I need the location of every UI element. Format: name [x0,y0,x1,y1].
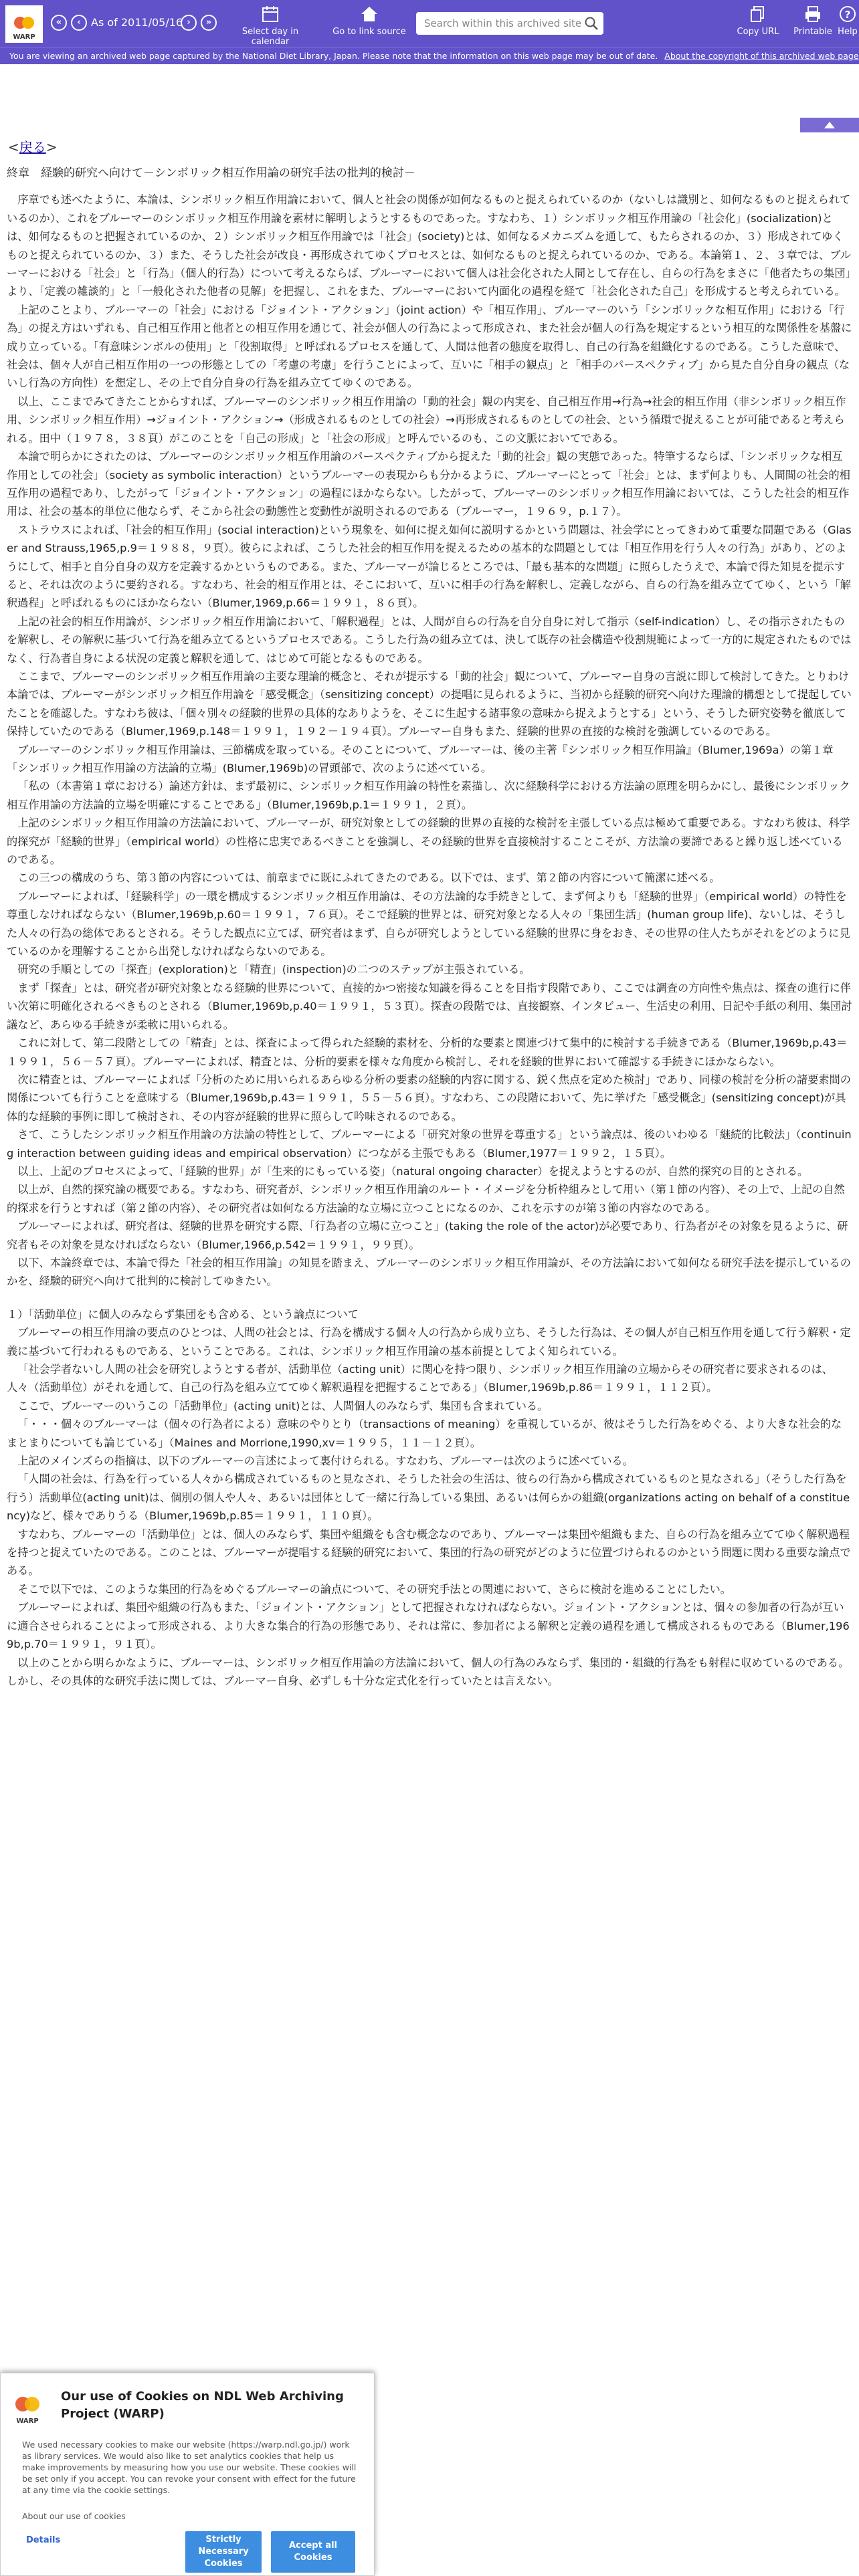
prev-capture-button[interactable]: ‹ [71,15,87,31]
link-source-button[interactable] [328,4,411,37]
home-icon [359,4,379,24]
article-paragraph: 上記の社会的相互作用論が、シンボリック相互作用論において、「解釈過程」とは、人間が自らの行為を自分自身に対して指示（self-indication）し、その指示されたものを解釈し、その解釈に基づいて行為を組み立てるというプロセスである。こうした行為の組み立ては、決して既存の社会構造や役割規範によって一方的に規定されたものではなく、行為者自身による状況の定義と解釈を通して、はじめて可能となるものである。 [7,615,852,665]
printer-icon [803,4,823,24]
article-paragraph: さて、こうしたシンボリック相互作用論の方法論の特性として、ブルーマーによる「研究対象の世界を尊重する」という論点は、後のいわゆる「継続的比較法」（continuing interaction between guiding ideas and empirical observation）につながる主張でもある（Blumer,1977＝１９９２，１５頁）。 [7,1128,852,1160]
article-body [7,165,852,2572]
first-capture-button[interactable]: « [51,15,67,31]
article-paragraph: 上記のメインズらの指摘は、以下のブルーマーの言述によって裏付けられる。すなわち、ブルーマーは次のように述べている。 [17,1455,634,1468]
article-paragraph: 「社会学者ないし人間の社会を研究しようとする者が、活動単位（acting unit）に関心を持つ限り、シンボリック相互作用論の立場からその研究者に要求されるのは、人々（活動単位）がそれを通して、自己の行為を組み立ててゆく解釈過程を把握することである」（Blumer,1969b,p.86＝１９９１，１１２頁）。 [7,1363,833,1394]
accept-all-cookies-button[interactable]: Accept all Cookies [271,2531,355,2573]
article-paragraph: 「・・・個々のブルーマーは（個々の行為者による）意味のやりとり（transactions of meaning）を重視しているが、彼はそうした行為をめぐる、より大きな社会的なまとまりについても論じている」（Maines and Morrione,1990,xv＝１９９５，１１－１２頁）。 [7,1418,842,1449]
article-paragraph: この三つの構成のうち、第３節の内容については、前章までに既にふれてきたのである。以下では、まず、第２節の内容について簡潔に述べる。 [17,871,721,885]
article-paragraph: 「人間の社会は、行為を行っている人々から構成されているものと見なされ、そうした社会の生活は、彼らの行為から構成されているものと見なされる」（そうした行為を行う）活動単位(acting unit)は、個別の個人や人々、あるいは団体として一緒に行為している集団、あるいは何らかの組織(organizations acting on behalf of a constituency)など、様々でありうる（Blumer,1969b,p.85＝１９９１，１１０頁）。 [7,1473,850,1523]
notice-text: You are viewing an archived web page captured by the National Diet Library, Japan. Please note that the information on this web page may be out of date. [9,51,658,61]
article-paragraph: 以上のことから明らかなように、ブルーマーは、シンボリック相互作用論の方法論において、個人の行為のみならず、集団的・組織的行為をも射程に収めているのである。しかし、その具体的な研究手法に関しては、ブルーマー自身、必ずしも十分な定式化を行っていたとは言えない。 [7,1656,850,1687]
search-icon[interactable] [583,15,599,31]
article-paragraphs [7,191,852,1690]
copy-icon [748,4,768,24]
last-capture-button[interactable]: » [201,15,217,31]
svg-text:WARP: WARP [16,2418,39,2425]
article-paragraph: 次に精査とは、ブルーマーによれば「分析のために用いられるあらゆる分析の要素の経験的内容に関する、鋭く焦点を定めた検討」であり、同様の検討を分析の諸要素間の関係についても行うことを意味する（Blumer,1969b,p.43＝１９９１，５５－５６頁）。すなわち、この段階において、先に挙げた「感受概念」(sensitizing concept)が具体的な経験的事例に即して検討され、その内容が経験的世界に照らして吟味されるのである。 [7,1073,851,1123]
article-paragraph: ブルーマーのシンボリック相互作用論は、三節構成を取っている。そのことについて、ブルーマーは、後の主著『シンボリック相互作用論』（Blumer,1969a）の第１章「シンボリック相互作用論の方法論的立場」(Blumer,1969b)の冒頭部で、次のように述べている。 [7,743,834,774]
article-paragraph: ブルーマーによれば、集団や組織の行為もまた、「ジョイント・アクション」として把握されなければならない。ジョイント・アクションとは、個々の参加者の行為が互いに適合させられることによって形成される、より大きな集合的行為の形態であり、それは常に、参加者による解釈と定義の過程を通して構成されるものである（Blumer,1969b,p.70＝１９９１，９１頁）。 [7,1601,850,1651]
archive-notice [0,47,859,64]
copyright-link[interactable]: About the copyright of this archived web page [664,51,859,61]
back-link-wrapper [8,136,58,156]
article-paragraph: まず「探査」とは、研究者が研究対象となる経験的世界について、直接的かつ密接な知識を得ることを目指す段階であり、ここでは調査の方向性や焦点は、探査の進行に伴い次第に明確化されるべきものとされる（Blumer,1969b,p.40＝１９９１，５３頁）。探査の段階では、直接観察、インタビュー、生活史の利用、日記や手紙の利用、集団討議など、あらゆる手続きが柔軟に用いられる。 [7,981,852,1031]
copy-url-label: Copy URL [737,27,779,37]
notice-spacer [0,64,859,132]
warp-logo-icon[interactable] [5,5,43,43]
article-paragraph: ここで、ブルーマーのいうこの「活動単位」(acting unit)とは、人間個人のみならず、集団も含まれている。 [17,1399,549,1412]
archive-toolbar [0,0,859,47]
article-paragraph: 上記のシンボリック相互作用論の方法論において、ブルーマーが、研究対象としての経験的世界の直接的な検討を主張している点は極めて重要である。すなわち彼は、科学的探究が「経験的世界」（empirical world）の性格に忠実であるべきことを強調し、その経験的世界を直接検討することこそが、方法論の要諦であると繰り返し述べているのである。 [7,817,850,867]
cookie-about-link[interactable]: About our use of cookies [22,2511,126,2521]
help-button[interactable] [836,4,859,37]
svg-text:WARP: WARP [13,33,35,41]
capture-date[interactable]: As of 2011/05/16 [91,16,183,29]
article-title: 終章 経験的研究へ向けて－シンボリック相互作用論の研究手法の批判的検討－ [7,167,415,180]
article-paragraph: ブルーマーによれば、「経験科学」の一環を構成するシンボリック相互作用論は、その方法論的な手続きとして、まず何よりも「経験的世界」（empirical world）の特性を尊重しなければならない（Blumer,1969b,p.60＝１９９１，７６頁）。そこで経験的世界とは、研究対象となる人々の「集団生活」(human group life)、ないしは、そうした人々の行為の総体であるとされる。そうした観点に立てば、研究者はまず、自らが研究しようとしている経験的世界に身をおき、その世界の住人たちがそれをどのように見ているのかを理解することから出発しなければならないのである。 [7,889,850,958]
copy-url-button[interactable] [736,4,780,37]
back-bracket-close: > [45,139,58,155]
article-paragraph: ブルーマーによれば、研究者は、経験的世界を研究する際、「行為者の立場に立つこと」(taking the role of the actor)が必要であり、行為者がその対象を見るように、研究者もその対象を見なければならない（Blumer,1966,p.542＝１９９１，９９頁）。 [7,1220,848,1251]
back-link[interactable]: 戻る [19,139,46,155]
cookie-body: We used necessary cookies to make our website (https://warp.ndl.go.jp/) work as library services. We would also like to set analytics cookies that help us make improvements by measuring how you use our website. These cookies will be set only if you accept. You can revoke your consent with effect for the future at any time via the cookie settings. [22,2440,357,2495]
back-bracket-open: < [8,139,19,155]
calendar-button[interactable] [223,4,317,47]
article-paragraph: これに対して、第二段階としての「精査」とは、探査によって得られた経験的素材を、分析的な要素と関連づけて集中的に検討する手続きである（Blumer,1969b,p.43＝１９９１，５６－５７頁）。ブルーマーによれば、精査とは、分析的要素を様々な角度から検討し、それを経験的世界において確認する手続きにほかならない。 [7,1037,848,1068]
article-paragraph: ブルーマーの相互作用論の要点のひとつは、人間の社会とは、行為を構成する個々人の行為から成り立ち、そうした行為は、その個人が自己相互作用を通して行う解釈・定義に基づいて行われるものである、ということである。これは、シンボリック相互作用論の基本前提としてよく知られている。 [7,1326,851,1358]
article-paragraph: 序章でも述べたように、本論は、シンボリック相互作用論において、個人と社会の関係が如何なるものと捉えられているのか（ないしは識別と、如何なるものと捉えられているのか）、これをブルーマーのシンボリック相互作用論を素材に解明しようとするものであった。すなわち、１）シンボリック相互作用論の「社会化」(socialization)とは、如何なるものと把握されているのか、２）シンボリック相互作用論では「社会」(society)とは、如何なるメカニズムを通して、もたらされるのか、３）形成されてゆくものと捉えられているのか、３）また、そうした社会が改良・再形成されてゆくプロセスとは、如何なるものと捉えられているのか、である。本論第１、２、３章では、ブルーマーにおける「社会」と「行為」（個人的行為）について考えるならば、ブルーマーにおいて個人は社会化された人間として存在し、自らの行為をまさに「他者たちの集団」より、「定義の雑談的」と「一般化された他者の見解」を把握し、これをまた、ブルーマーにおいて内面化の過程を経て「社会化された自己」を形成すると考えられている。 [7,193,851,298]
next-capture-button[interactable]: › [181,15,197,31]
printable-label: Printable [793,27,832,37]
collapse-toolbar-button[interactable] [800,118,859,132]
article-paragraph: １）「活動単位」に個人のみならず集団をも含める、という論点について [7,1307,359,1321]
article-paragraph: 研究の手順としての「探査」(exploration)と「精査」(inspection)の二つのステップが主張されている。 [17,963,531,976]
article-paragraph: 本論で明らかにされたのは、ブルーマーのシンボリック相互作用論のパースペクティブから捉えた「動的社会」観の実態であった。特筆するならば、「シンボリックな相互作用としての社会」（society as symbolic interaction）というブルーマーの表現からも分かるように、ブルーマーにとって「社会」とは、まず何よりも、人間間の社会的相互作用の過程であり、したがって「ジョイント・アクション」の過程にほかならない。したがって、ブルーマーのシンボリック相互作用論においては、こうした社会的相互作用は、社会の基本的単位に他ならず、そこから社会の動態性と変動性が説明されるのである（ブルーマー，１９６９，p.１７）。 [7,450,850,518]
cookie-banner [0,2373,375,2576]
article-paragraph: そこで以下では、このような集団的行為をめぐるブルーマーの論点について、その研究手法との関連において、さらに検討を進めることにしたい。 [17,1582,731,1596]
search-input[interactable]: Search within this archived site [424,17,582,29]
article-paragraph: ここまで、ブルーマーのシンボリック相互作用論の主要な理論的概念と、それが提示する「動的社会」観について、ブルーマー自身の言説に即して検討してきた。とりわけ本論では、ブルーマーがシンボリック相互作用論を「感受概念」（sensitizing concept）の提唱に見られるように、当初から経験的研究へ向けた理論的構想として提起していたことを確認した。すなわち彼は、「個々別々の経験的世界の具体的なありようを、そこに生起する諸事象の意味から捉えようとする」という、そうした研究姿勢を徹底して保持していたのである（Blumer,1969,p.148＝１９９１，１９２－１９４頁）。ブルーマー自身もまた、経験的世界の直接的な検討を強調しているのである。 [7,669,852,738]
calendar-icon [260,4,280,24]
article-paragraph: ストラウスによれば、「社会的相互作用」(social interaction)という現象を、如何に捉え如何に説明するかという問題は、社会学にとってきわめて重要な問題である（Glaser and Strauss,1965,p.9＝１９８８，９頁）。彼らによれば、こうした社会的相互作用を捉えるための基本的な問題としては「相互作用を行う人々の行為」があり、どのようにして、相手と自分自身の双方を定義するかというものである。また、ブルーマーが論じるところでは、「最も基本的な問題」に照らしたうえで、本論で得た知見を提示すると、それは次のように要約される。すなわち、社会的相互作用とは、そこにおいて、互いに相手の行為を解釈し、定義しながら、自らの行為を組み立ててゆく、という「解釈過程」と呼ばれるものにほかならない（Blumer,1969,p.66＝１９９１，８６頁）。 [7,523,852,610]
article-paragraph: 以上が、自然的探究論の概要である。すなわち、研究者が、シンボリック相互作用論のルート・イメージを分析枠組みとして用い（第１節の内容）、その上で、上記の自然的探求を行うとすれば（第２節の内容）、その研究者は如何なる方法論的な立場に立つことになるのか、これを示すのが第３節の内容なのである。 [7,1183,845,1214]
article-paragraph: 以下、本論終章では、本論で得た「社会的相互作用論」の知見を踏まえ、ブルーマーのシンボリック相互作用論が、その方法論において如何なる研究手法を提示しているのかを、経験的研究へ向けて批判的に検討してゆきたい。 [7,1256,851,1288]
cookie-details-link[interactable]: Details [26,2535,61,2545]
printable-button[interactable] [789,4,836,37]
strictly-necessary-button[interactable]: Strictly Necessary Cookies [185,2531,262,2573]
article-paragraph: 上記のことより、ブルーマーの「社会」における「ジョイント・アクション」（joint action）や「相互作用」、ブルーマーのいう「シンボリックな相互作用」における「行為」の捉え方はいずれも、自己相互作用と他者との相互作用を通じて、社会が個人の行為によって形成され、また社会が個人の行為を規定するという相互的な関係性を基盤に成り立っている。「有意味シンボルの使用」と「役割取得」と呼ばれるプロセスを通して、人間は他者の態度を取得し、自己の行為を組織化するのである。こうした意味で、社会は、個々人が自己相互作用の一つの形態としての「考慮の考慮」を行うことによって、互いに「相手の観点」と「相手のパースペクティブ」から見た自分自身の観点（ないし行為の方向性）を想定し、その上で自分自身の行為を組み立ててゆくのである。 [7,303,852,390]
archive-search-box[interactable] [416,12,603,35]
help-icon [838,4,858,24]
help-label: Help [838,27,858,37]
article-paragraph: 「私の（本書第１章における）論述方針は、まず最初に、シンボリック相互作用論の特性を素描し、次に経験科学における方法論の原理を明らかにし、最後にシンボリック相互作用論の方法論的立場を明確にすることである」（Blumer,1969b,p.1＝１９９１，２頁）。 [7,780,850,811]
article-paragraph: すなわち、ブルーマーの「活動単位」とは、個人のみならず、集団や組織をも含む概念なのであり、ブルーマーは集団や組織もまた、自らの行為を組み立ててゆく解釈過程を持つと捉えていたのである。このことは、ブルーマーが提唱する経験的研究において、集団的行為の研究がどのように位置づけられるのかという問題に関わる重要な論点である。 [7,1527,851,1578]
link-source-label: Go to link source [332,27,406,37]
warp-logo-icon [9,2388,46,2426]
article-paragraph: 以上、ここまでみてきたことからすれば、ブルーマーのシンボリック相互作用論の「動的社会」観の内実を、自己相互作用→行為→社会的相互作用（非シンボリック相互作用、シンボリック相互作用）→ジョイント・アクション→（形成されるものとしての社会）→再形成されるものとしての社会、という循環で捉えることが可能であると考えられる。田中（１９７８，３８頁）がこのことを「自己の形成」と「社会の形成」と呼んでいるのも、この文脈においてである。 [7,395,846,445]
svg-text:?: ? [844,9,851,21]
article-paragraph: 以上、上記のプロセスによって、「経験的世界」が「生来的にもっている姿」（natural ongoing character）を捉えようとするのが、自然的探究の目的とされる。 [17,1164,809,1178]
cookie-title: Our use of Cookies on NDL Web Archiving Project (WARP) [61,2389,344,2421]
calendar-label: Select day in calendar [242,27,299,47]
